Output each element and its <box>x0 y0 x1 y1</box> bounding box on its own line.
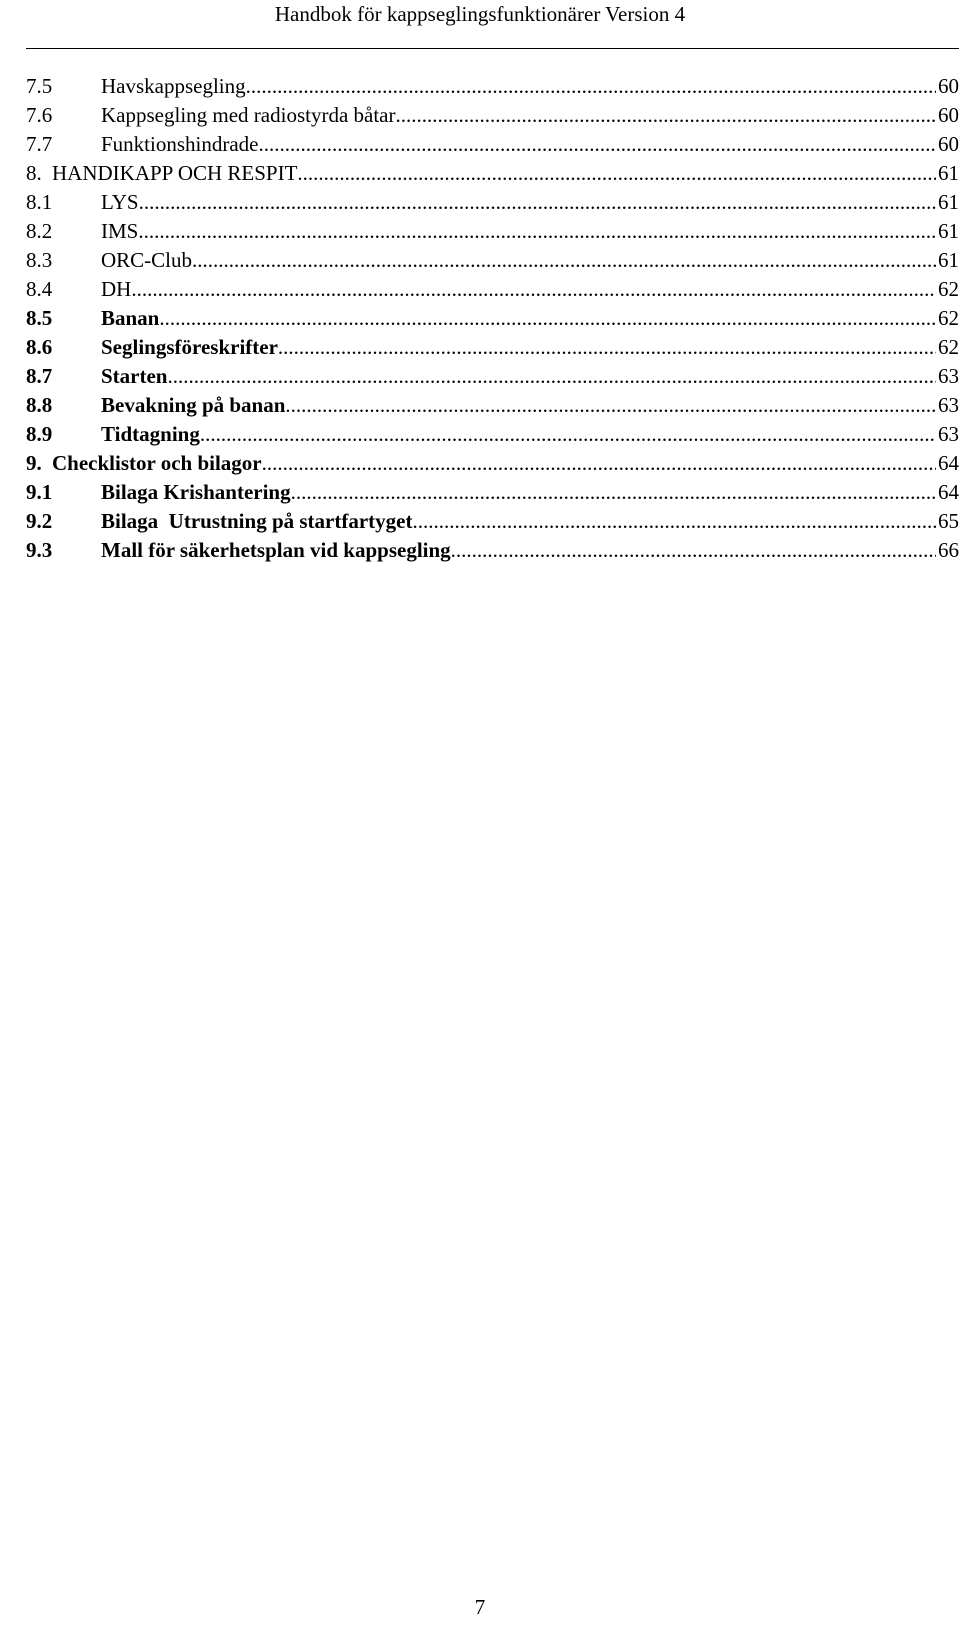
toc-entry-number: 8.2 <box>26 219 53 243</box>
toc-dot-leader <box>192 246 936 275</box>
toc-entry-number: 9.1 <box>26 480 53 504</box>
toc-entry-page: 61 <box>938 161 959 185</box>
toc-entry-title: Mall för säkerhetsplan vid kappsegling <box>101 538 451 562</box>
toc-entry[interactable] <box>26 304 959 333</box>
toc-dot-leader <box>396 101 937 130</box>
toc-dot-leader <box>278 333 936 362</box>
toc-entry[interactable] <box>26 449 959 478</box>
toc-dot-leader <box>451 536 936 565</box>
toc-entry-number: 8.5 <box>26 306 53 330</box>
toc-entry-title: Checklistor och bilagor <box>52 451 262 475</box>
toc-entry-title: ORC-Club <box>101 248 193 272</box>
toc-entry-title: Starten <box>101 364 168 388</box>
toc-entry[interactable] <box>26 72 959 101</box>
toc-entry-page: 60 <box>938 103 959 127</box>
toc-entry-number: 7.7 <box>26 132 53 156</box>
toc-entry-page: 63 <box>938 393 959 417</box>
toc-entry-number: 8.3 <box>26 248 53 272</box>
toc-entry[interactable] <box>26 391 959 420</box>
toc-entry-number: 8. <box>26 161 42 185</box>
toc-entry-title: DH <box>101 277 132 301</box>
toc-entry[interactable] <box>26 188 959 217</box>
toc-entry[interactable] <box>26 101 959 130</box>
toc-entry-title: Banan <box>101 306 160 330</box>
toc-entry-page: 62 <box>938 277 959 301</box>
toc-entry[interactable] <box>26 275 959 304</box>
toc-dot-leader <box>200 420 936 449</box>
toc-entry-page: 60 <box>938 132 959 156</box>
toc-entry[interactable] <box>26 420 959 449</box>
toc-entry-title: Kappsegling med radiostyrda båtar <box>101 103 396 127</box>
toc-dot-leader <box>131 275 936 304</box>
toc-entry-number: 9.2 <box>26 509 53 533</box>
toc-entry-page: 63 <box>938 364 959 388</box>
toc-dot-leader <box>168 362 937 391</box>
toc-entry[interactable] <box>26 362 959 391</box>
running-header <box>0 0 960 48</box>
toc-entry-number: 7.5 <box>26 74 53 98</box>
toc-entry[interactable] <box>26 246 959 275</box>
toc-entry-page: 63 <box>938 422 959 446</box>
toc-entry-number: 9.3 <box>26 538 53 562</box>
toc-entry-number: 8.7 <box>26 364 53 388</box>
toc-entry-title: IMS <box>101 219 139 243</box>
toc-dot-leader <box>291 478 936 507</box>
toc-entry[interactable] <box>26 130 959 159</box>
toc-dot-leader <box>138 217 936 246</box>
toc-entry-title: HANDIKAPP OCH RESPIT <box>52 161 298 185</box>
toc-entry-page: 65 <box>938 509 959 533</box>
toc-dot-leader <box>246 72 936 101</box>
toc-entry[interactable] <box>26 333 959 362</box>
toc-entry-title: Bilaga Krishantering <box>101 480 291 504</box>
toc-dot-leader <box>159 304 936 333</box>
toc-entry-page: 61 <box>938 219 959 243</box>
page-number: 7 <box>474 1595 486 1619</box>
toc-entry-number: 8.4 <box>26 277 53 301</box>
toc-entry-number: 8.8 <box>26 393 53 417</box>
toc-entry[interactable] <box>26 478 959 507</box>
toc-entry-page: 62 <box>938 306 959 330</box>
toc-entry-number: 8.6 <box>26 335 53 359</box>
toc-entry-title: Bilaga Utrustning på startfartyget <box>101 509 413 533</box>
toc-dot-leader <box>139 188 936 217</box>
toc-dot-leader <box>412 507 936 536</box>
toc-dot-leader <box>262 449 936 478</box>
toc-entry-page: 66 <box>938 538 959 562</box>
toc-entry-number: 8.1 <box>26 190 53 214</box>
toc-entry-title: Bevakning på banan <box>101 393 286 417</box>
toc-entry[interactable] <box>26 536 959 565</box>
toc-entry-page: 64 <box>938 451 959 475</box>
toc-entry[interactable] <box>26 217 959 246</box>
toc-entry-title: Havskappsegling <box>101 74 246 98</box>
header-title: Handbok för kappseglingsfunktionärer Version 4 <box>274 2 686 26</box>
toc-entry-number: 8.9 <box>26 422 53 446</box>
toc-entry-number: 7.6 <box>26 103 53 127</box>
toc-entry-title: Funktionshindrade <box>101 132 259 156</box>
toc-dot-leader <box>297 159 936 188</box>
toc-entry[interactable] <box>26 159 959 188</box>
toc-entry-page: 64 <box>938 480 959 504</box>
toc-dot-leader <box>285 391 936 420</box>
toc-entry-title: Tidtagning <box>101 422 200 446</box>
table-of-contents <box>26 72 959 565</box>
toc-entry-number: 9. <box>26 451 42 475</box>
toc-entry-page: 61 <box>938 248 959 272</box>
toc-entry-page: 61 <box>938 190 959 214</box>
header-divider <box>26 48 959 49</box>
toc-entry-page: 62 <box>938 335 959 359</box>
toc-dot-leader <box>259 130 937 159</box>
toc-entry-page: 60 <box>938 74 959 98</box>
toc-entry-title: Seglingsföreskrifter <box>101 335 278 359</box>
toc-entry[interactable] <box>26 507 959 536</box>
toc-entry-title: LYS <box>101 190 139 214</box>
